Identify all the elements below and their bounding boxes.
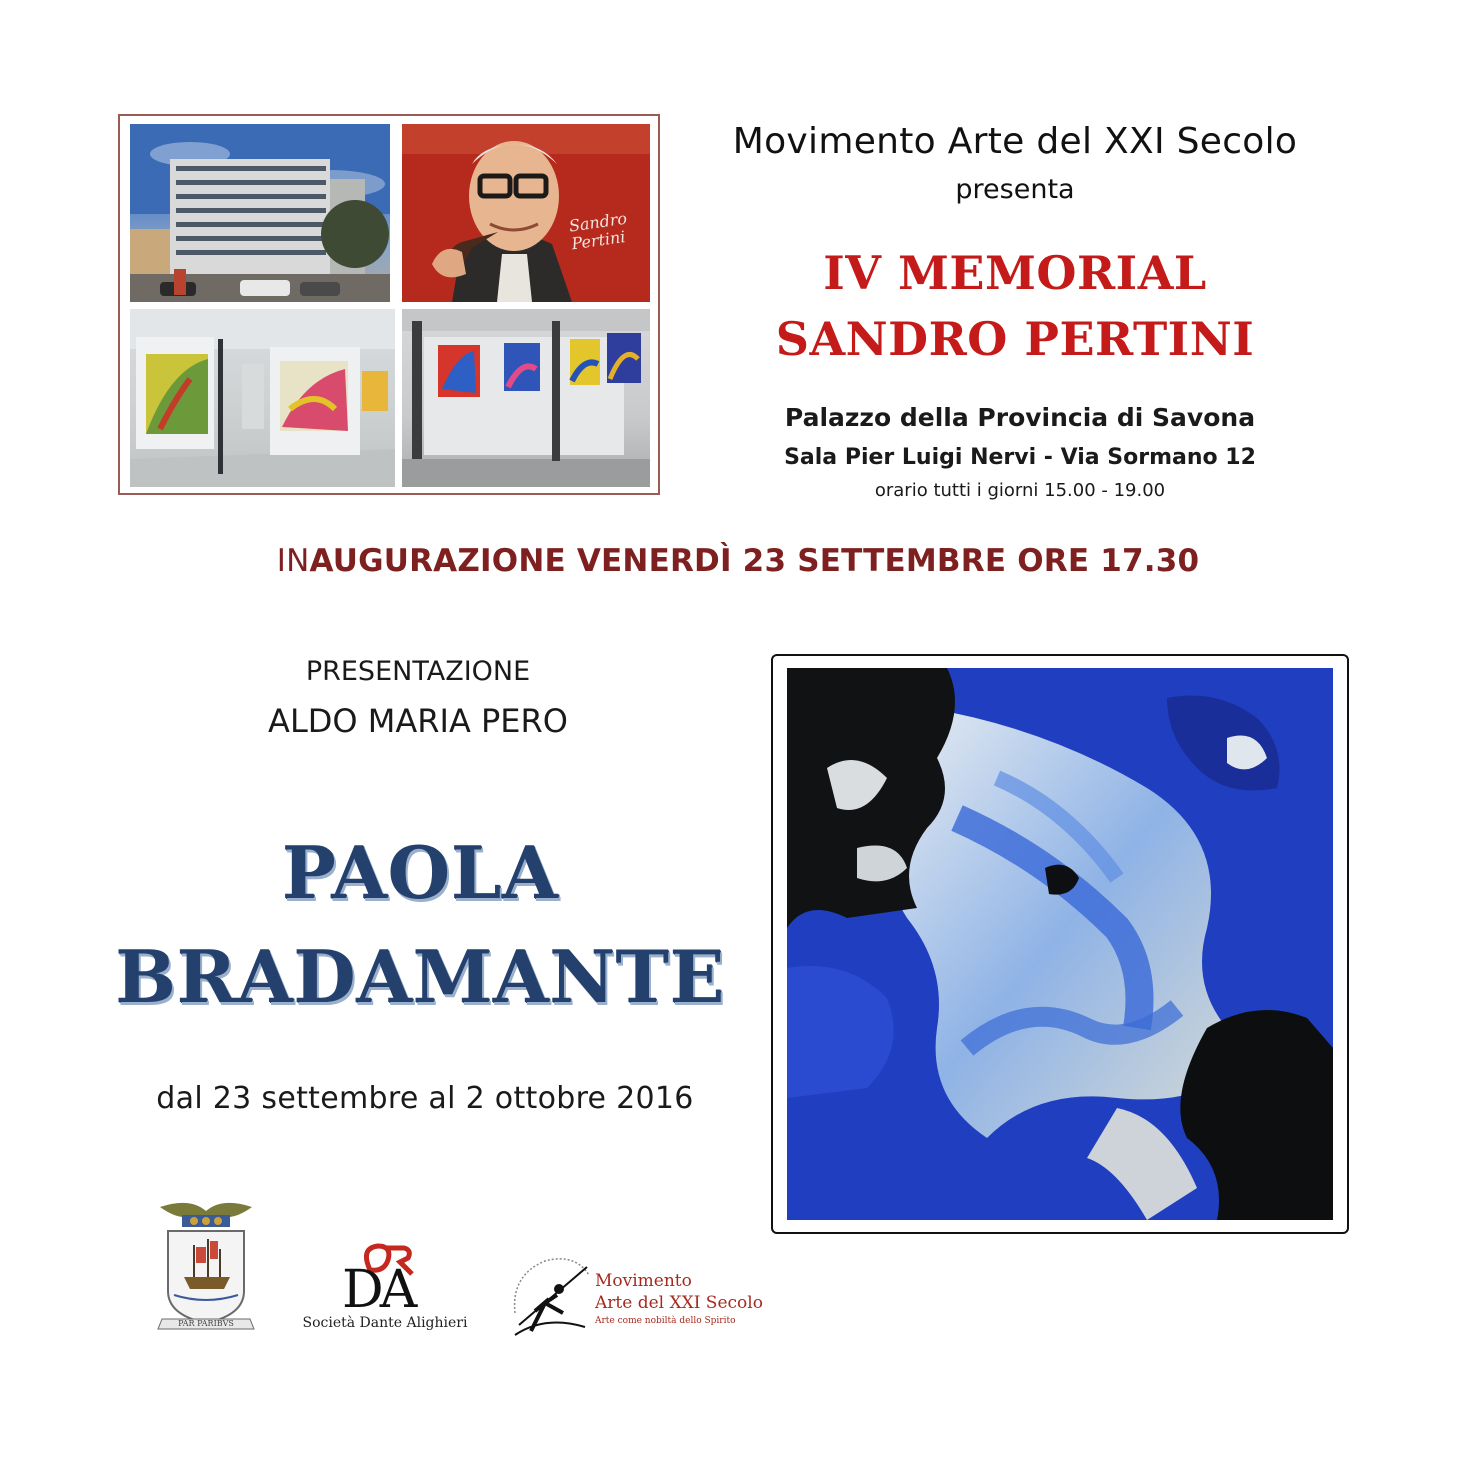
sandro-pertini-portrait — [402, 124, 650, 302]
artist-last-name: BRADAMANTE — [115, 934, 725, 1019]
dante-monogram: DA — [342, 1260, 414, 1320]
event-title-line2: SANDRO PERTINI — [775, 312, 1255, 366]
organizer-name: Movimento Arte del XXI Secolo — [732, 121, 1298, 162]
inauguration-line — [60, 543, 1416, 579]
opening-hours: orario tutti i giorni 15.00 - 19.00 — [874, 480, 1166, 501]
inauguration-text: AUGURAZIONE VENERDÌ 23 SETTEMBRE ORE 17.30 — [309, 543, 1200, 579]
exhibition-hall-photo-1 — [130, 309, 395, 487]
movimento-logo-line1: Movimento — [595, 1271, 692, 1291]
pertini-signature: Sandro Pertini — [567, 208, 629, 254]
venue-name: Palazzo della Provincia di Savona — [784, 403, 1256, 432]
movimento-logo-line2: Arte del XXI Secolo — [595, 1293, 763, 1313]
venue-room-address: Sala Pier Luigi Nervi - Via Sormano 12 — [784, 445, 1256, 470]
province-motto: PAR PARIBVS — [178, 1319, 234, 1328]
province-coat-of-arms-logo — [150, 1197, 262, 1334]
photo-collage — [118, 114, 660, 495]
event-title-line1: IV MEMORIAL — [823, 246, 1207, 300]
presentation-label: PRESENTAZIONE — [305, 656, 531, 687]
artwork-frame — [771, 654, 1349, 1234]
movimento-arte-logo — [505, 1255, 775, 1340]
exhibition-hall-photo-2 — [402, 309, 650, 487]
exhibition-dates: dal 23 settembre al 2 ottobre 2016 — [156, 1081, 694, 1116]
dante-society-name: Società Dante Alighieri — [302, 1315, 468, 1331]
presenter-name: ALDO MARIA PERO — [268, 702, 568, 740]
javelin-thrower-icon — [505, 1255, 595, 1340]
movimento-logo-tagline: Arte come nobiltà dello Spirito — [595, 1316, 736, 1326]
artist-first-name: PAOLA — [281, 830, 559, 915]
dante-alighieri-logo — [300, 1240, 470, 1335]
artwork-painting — [787, 668, 1333, 1220]
presents-label: presenta — [955, 174, 1075, 205]
inauguration-prefix: IN — [276, 543, 310, 579]
building-photo — [130, 124, 390, 302]
